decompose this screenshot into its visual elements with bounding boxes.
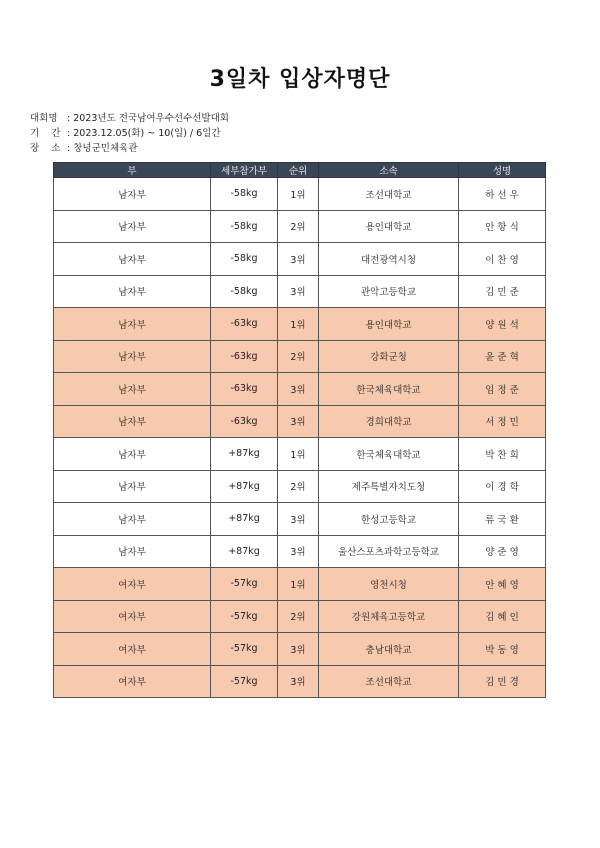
name-cell: 임 정 준 (459, 373, 546, 406)
division-cell: 남자부 (54, 535, 211, 568)
rank-cell: 1위 (278, 568, 319, 601)
colon: : (64, 128, 74, 139)
rank-cell: 2위 (278, 600, 319, 633)
table-row (54, 178, 546, 211)
name-cell: 안 혜 영 (459, 568, 546, 601)
rank-cell: 1위 (278, 438, 319, 471)
event-venue-value: 창녕군민체육관 (73, 143, 138, 154)
name-cell: 하 선 우 (459, 178, 546, 211)
rank-cell: 2위 (278, 470, 319, 503)
table-row (54, 275, 546, 308)
affiliation-cell: 대전광역시청 (319, 243, 459, 276)
table-row (54, 340, 546, 373)
name-cell: 김 혜 인 (459, 600, 546, 633)
rank-cell: 3위 (278, 535, 319, 568)
header-name: 성명 (459, 163, 546, 178)
table-row (54, 405, 546, 438)
name-cell: 안 항 식 (459, 210, 546, 243)
rank-cell: 3위 (278, 243, 319, 276)
rank-cell: 3위 (278, 665, 319, 698)
weight-class-cell: -63kg (211, 340, 278, 373)
division-cell: 남자부 (54, 340, 211, 373)
table-row (54, 210, 546, 243)
division-cell: 남자부 (54, 503, 211, 536)
weight-class-cell: -63kg (211, 308, 278, 341)
event-name-row (30, 111, 229, 126)
rank-cell: 3위 (278, 503, 319, 536)
affiliation-cell: 용인대학교 (319, 308, 459, 341)
table-row (54, 568, 546, 601)
table-row (54, 600, 546, 633)
affiliation-cell: 한국체육대학교 (319, 438, 459, 471)
name-cell: 이 경 학 (459, 470, 546, 503)
affiliation-cell: 울산스포츠과학고등학교 (319, 535, 459, 568)
rank-cell: 1위 (278, 178, 319, 211)
table-row (54, 308, 546, 341)
division-cell: 남자부 (54, 373, 211, 406)
affiliation-cell: 강원체육고등학교 (319, 600, 459, 633)
rank-cell: 2위 (278, 340, 319, 373)
colon: : (64, 143, 74, 154)
table-row (54, 535, 546, 568)
weight-class-cell: -63kg (211, 405, 278, 438)
name-cell: 박 동 영 (459, 633, 546, 666)
weight-class-cell: +87kg (211, 503, 278, 536)
weight-class-cell: -58kg (211, 275, 278, 308)
table-row (54, 373, 546, 406)
division-cell: 여자부 (54, 665, 211, 698)
division-cell: 남자부 (54, 178, 211, 211)
table-row (54, 243, 546, 276)
weight-class-cell: -57kg (211, 665, 278, 698)
rank-cell: 3위 (278, 275, 319, 308)
division-cell: 여자부 (54, 633, 211, 666)
table-row (54, 665, 546, 698)
name-cell: 서 정 민 (459, 405, 546, 438)
affiliation-cell: 한성고등학교 (319, 503, 459, 536)
affiliation-cell: 강화군청 (319, 340, 459, 373)
event-name-value: 2023년도 전국남여우수선수선발대회 (73, 113, 229, 124)
name-cell: 류 국 환 (459, 503, 546, 536)
weight-class-cell: +87kg (211, 438, 278, 471)
division-cell: 남자부 (54, 210, 211, 243)
division-cell: 여자부 (54, 568, 211, 601)
name-cell: 박 찬 희 (459, 438, 546, 471)
weight-class-cell: -58kg (211, 243, 278, 276)
table-header-row (54, 163, 546, 178)
table-row (54, 503, 546, 536)
name-cell: 윤 준 혁 (459, 340, 546, 373)
rank-cell: 1위 (278, 308, 319, 341)
name-cell: 이 찬 영 (459, 243, 546, 276)
division-cell: 남자부 (54, 275, 211, 308)
affiliation-cell: 조선대학교 (319, 178, 459, 211)
header-affiliation: 소속 (319, 163, 459, 178)
division-cell: 남자부 (54, 405, 211, 438)
event-venue-label: 장 소 (30, 143, 61, 154)
header-rank: 순위 (278, 163, 319, 178)
rank-cell: 2위 (278, 210, 319, 243)
weight-class-cell: -58kg (211, 210, 278, 243)
event-period-row (30, 126, 229, 141)
table-row (54, 438, 546, 471)
weight-class-cell: +87kg (211, 470, 278, 503)
division-cell: 여자부 (54, 600, 211, 633)
division-cell: 남자부 (54, 243, 211, 276)
rank-cell: 3위 (278, 405, 319, 438)
event-info (30, 111, 229, 156)
affiliation-cell: 한국체육대학교 (319, 373, 459, 406)
division-cell: 남자부 (54, 470, 211, 503)
affiliation-cell: 조선대학교 (319, 665, 459, 698)
weight-class-cell: -57kg (211, 633, 278, 666)
rank-cell: 3위 (278, 373, 319, 406)
event-venue-row (30, 141, 229, 156)
name-cell: 양 준 영 (459, 535, 546, 568)
weight-class-cell: -57kg (211, 600, 278, 633)
results-table (53, 162, 546, 698)
weight-class-cell: -63kg (211, 373, 278, 406)
weight-class-cell: +87kg (211, 535, 278, 568)
name-cell: 양 원 석 (459, 308, 546, 341)
rank-cell: 3위 (278, 633, 319, 666)
weight-class-cell: -58kg (211, 178, 278, 211)
event-period-label: 기 간 (30, 128, 61, 139)
affiliation-cell: 관악고등학교 (319, 275, 459, 308)
header-weight-class: 세부참가부 (211, 163, 278, 178)
event-period-value: 2023.12.05(화) ~ 10(일) / 6일간 (73, 128, 221, 139)
table-row (54, 470, 546, 503)
affiliation-cell: 충남대학교 (319, 633, 459, 666)
division-cell: 남자부 (54, 438, 211, 471)
affiliation-cell: 영천시청 (319, 568, 459, 601)
affiliation-cell: 제주특별자치도청 (319, 470, 459, 503)
table-body (54, 178, 546, 698)
page-title: 3일차 입상자명단 (209, 67, 391, 92)
event-name-label: 대회명 (30, 113, 58, 124)
colon: : (64, 113, 74, 124)
table-row (54, 633, 546, 666)
name-cell: 김 민 경 (459, 665, 546, 698)
affiliation-cell: 경희대학교 (319, 405, 459, 438)
affiliation-cell: 용인대학교 (319, 210, 459, 243)
name-cell: 김 민 준 (459, 275, 546, 308)
header-division: 부 (54, 163, 211, 178)
weight-class-cell: -57kg (211, 568, 278, 601)
division-cell: 남자부 (54, 308, 211, 341)
